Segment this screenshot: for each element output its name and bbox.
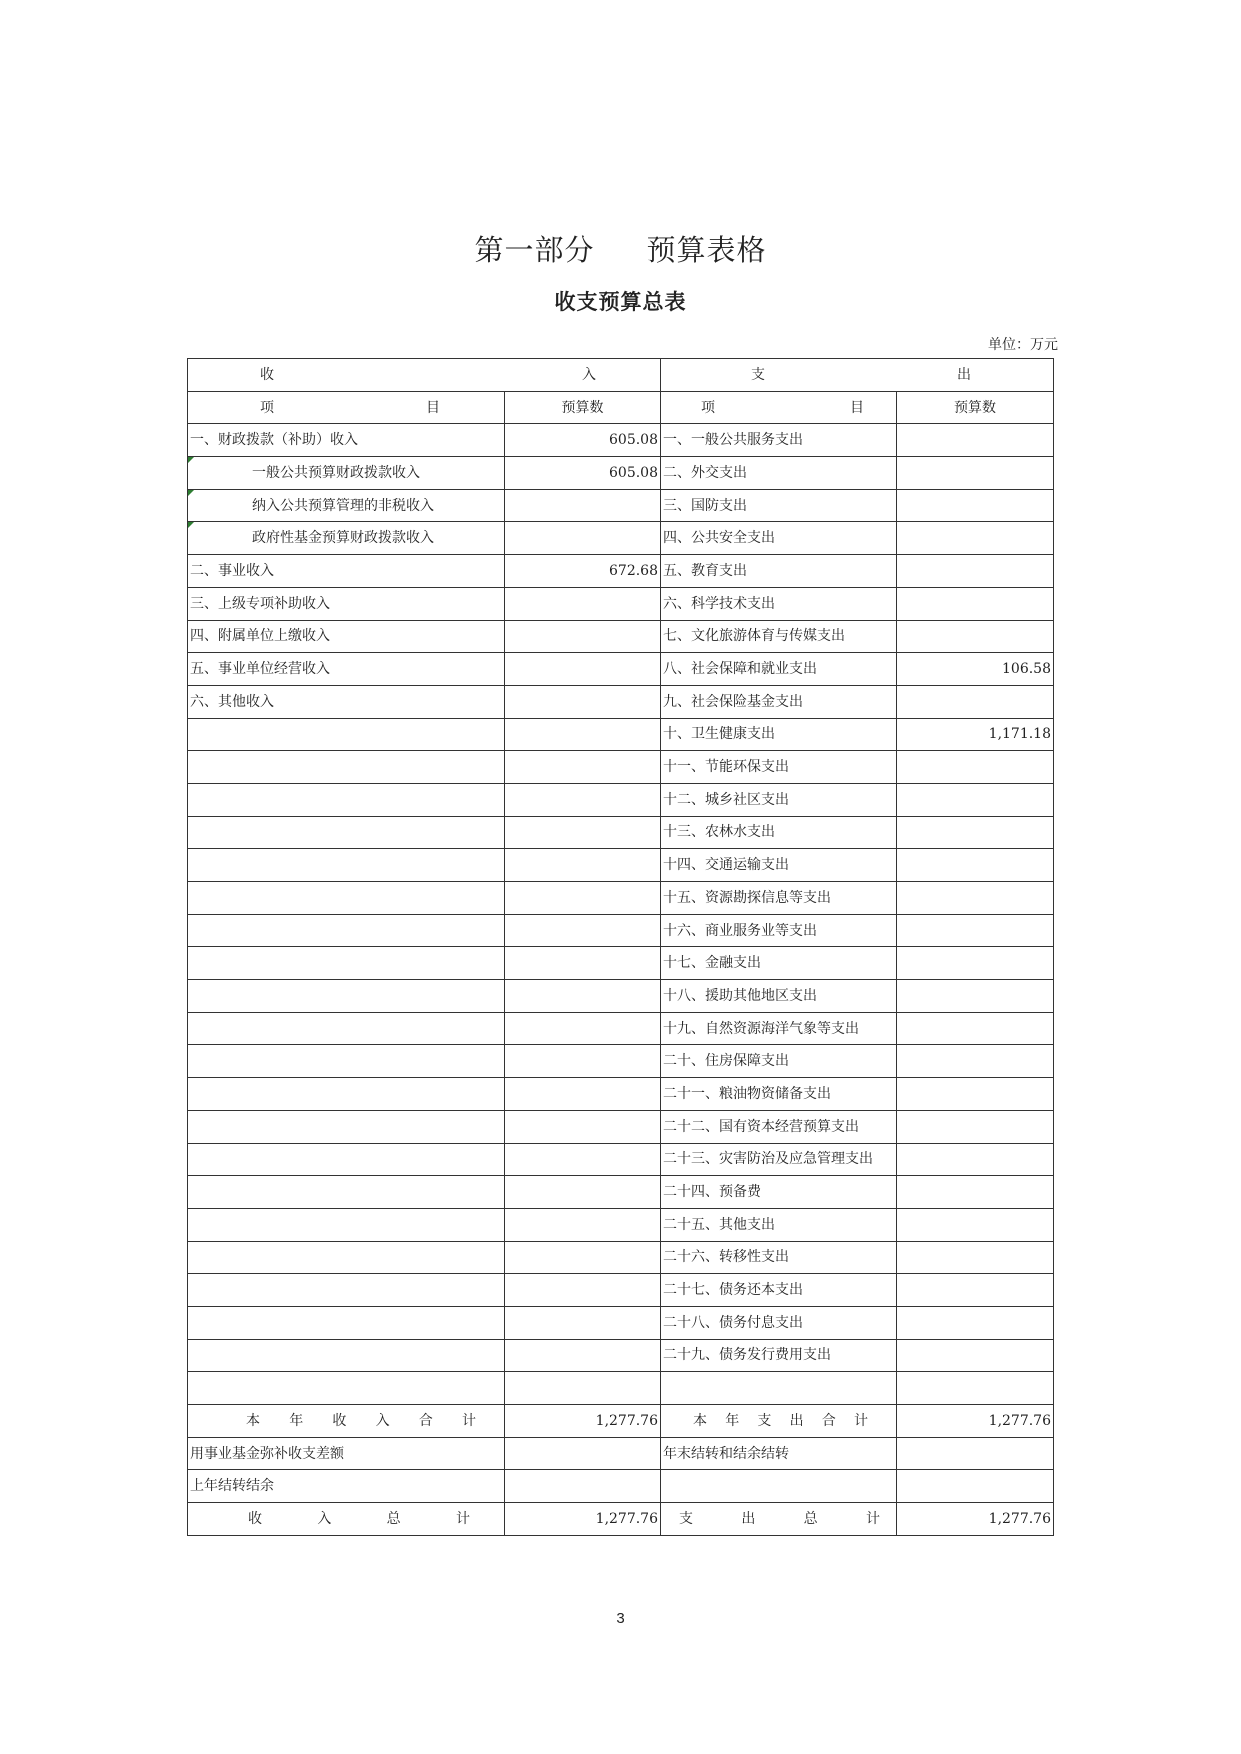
income-item xyxy=(188,751,505,784)
expense-item: 十二、城乡社区支出 xyxy=(661,783,897,816)
extra-row xyxy=(188,1437,1054,1470)
table-row xyxy=(188,1241,1054,1274)
table-row xyxy=(188,587,1054,620)
expense-budget-header: 预算数 xyxy=(897,391,1054,424)
table-row xyxy=(188,457,1054,490)
expense-value xyxy=(897,685,1054,718)
expense-grand-label: 支 出 总 计 xyxy=(679,1510,880,1527)
expense-item: 一、一般公共服务支出 xyxy=(661,424,897,457)
table-row xyxy=(188,1012,1054,1045)
income-total-value: 1,277.76 xyxy=(505,1405,661,1438)
expense-value xyxy=(897,1012,1054,1045)
income-value xyxy=(505,1470,661,1503)
expense-value xyxy=(897,1241,1054,1274)
expense-item: 三、国防支出 xyxy=(661,489,897,522)
income-item xyxy=(188,1078,505,1111)
expense-value xyxy=(897,1306,1054,1339)
expense-item: 二十六、转移性支出 xyxy=(661,1241,897,1274)
income-item xyxy=(188,849,505,882)
expense-value xyxy=(897,489,1054,522)
expense-value xyxy=(897,1045,1054,1078)
income-value xyxy=(505,1143,661,1176)
income-value xyxy=(505,620,661,653)
income-item: 五、事业单位经营收入 xyxy=(188,653,505,686)
expense-grand-value: 1,277.76 xyxy=(897,1503,1054,1536)
expense-item xyxy=(661,1470,897,1503)
expense-item: 二十四、预备费 xyxy=(661,1176,897,1209)
budget-table xyxy=(187,358,1054,1536)
income-value xyxy=(505,849,661,882)
expense-value xyxy=(897,555,1054,588)
table-row xyxy=(188,947,1054,980)
expense-item: 二十五、其他支出 xyxy=(661,1208,897,1241)
expense-item: 二、外交支出 xyxy=(661,457,897,490)
income-item: 纳入公共预算管理的非税收入 xyxy=(188,489,505,522)
expense-value xyxy=(897,1372,1054,1405)
expense-item: 十、卫生健康支出 xyxy=(661,718,897,751)
expense-header: 支 出 xyxy=(751,366,971,383)
expense-value xyxy=(897,849,1054,882)
table-row xyxy=(188,424,1054,457)
expense-item: 四、公共安全支出 xyxy=(661,522,897,555)
expense-value xyxy=(897,457,1054,490)
income-value xyxy=(505,947,661,980)
income-total-label: 本 年 收 入 合 计 xyxy=(246,1412,476,1429)
expense-item: 十六、商业服务业等支出 xyxy=(661,914,897,947)
income-item xyxy=(188,718,505,751)
expense-item: 二十、住房保障支出 xyxy=(661,1045,897,1078)
income-item: 六、其他收入 xyxy=(188,685,505,718)
expense-value xyxy=(897,424,1054,457)
table-row xyxy=(188,751,1054,784)
income-value xyxy=(505,882,661,915)
income-item xyxy=(188,1306,505,1339)
expense-item xyxy=(661,1372,897,1405)
income-item: 用事业基金弥补收支差额 xyxy=(188,1437,505,1470)
expense-value: 1,171.18 xyxy=(897,718,1054,751)
income-value xyxy=(505,751,661,784)
income-value xyxy=(505,1241,661,1274)
income-value xyxy=(505,783,661,816)
expense-item: 五、教育支出 xyxy=(661,555,897,588)
expense-value xyxy=(897,751,1054,784)
income-item xyxy=(188,1274,505,1307)
expense-item: 七、文化旅游体育与传媒支出 xyxy=(661,620,897,653)
table-row xyxy=(188,718,1054,751)
income-item xyxy=(188,1012,505,1045)
part-title xyxy=(0,228,1241,269)
income-item xyxy=(188,1045,505,1078)
income-grand-label: 收 入 总 计 xyxy=(248,1510,470,1527)
income-value xyxy=(505,1176,661,1209)
income-value xyxy=(505,1045,661,1078)
table-row xyxy=(188,1274,1054,1307)
income-item xyxy=(188,1143,505,1176)
expense-total-label: 本 年 支 出 合 计 xyxy=(693,1412,868,1429)
income-item xyxy=(188,1110,505,1143)
income-value xyxy=(505,1437,661,1470)
income-value xyxy=(505,914,661,947)
income-item: 一般公共预算财政拨款收入 xyxy=(188,457,505,490)
expense-item: 十五、资源勘探信息等支出 xyxy=(661,882,897,915)
header-row-top xyxy=(188,359,1054,392)
income-value xyxy=(505,587,661,620)
income-value xyxy=(505,1339,661,1372)
income-value: 672.68 xyxy=(505,555,661,588)
income-value xyxy=(505,1372,661,1405)
income-item xyxy=(188,816,505,849)
income-item: 四、附属单位上缴收入 xyxy=(188,620,505,653)
expense-item: 九、社会保险基金支出 xyxy=(661,685,897,718)
expense-total-value: 1,277.76 xyxy=(897,1405,1054,1438)
expense-value: 106.58 xyxy=(897,653,1054,686)
income-item: 一、财政拨款（补助）收入 xyxy=(188,424,505,457)
income-value xyxy=(505,653,661,686)
expense-item: 二十八、债务付息支出 xyxy=(661,1306,897,1339)
table-row xyxy=(188,620,1054,653)
income-value xyxy=(505,1306,661,1339)
table-row xyxy=(188,882,1054,915)
income-item xyxy=(188,1339,505,1372)
income-value xyxy=(505,718,661,751)
expense-item: 二十二、国有资本经营预算支出 xyxy=(661,1110,897,1143)
expense-value xyxy=(897,1143,1054,1176)
expense-value xyxy=(897,816,1054,849)
income-value xyxy=(505,1110,661,1143)
table-row xyxy=(188,783,1054,816)
expense-item: 十九、自然资源海洋气象等支出 xyxy=(661,1012,897,1045)
table-row xyxy=(188,522,1054,555)
income-item: 上年结转结余 xyxy=(188,1470,505,1503)
expense-item: 六、科学技术支出 xyxy=(661,587,897,620)
expense-value xyxy=(897,783,1054,816)
expense-value xyxy=(897,1339,1054,1372)
expense-value xyxy=(897,914,1054,947)
extra-row xyxy=(188,1470,1054,1503)
income-value: 605.08 xyxy=(505,457,661,490)
total-row xyxy=(188,1405,1054,1438)
income-item xyxy=(188,882,505,915)
expense-value xyxy=(897,522,1054,555)
income-item-header: 项 目 xyxy=(260,399,440,416)
part-title-left: 第一部分 xyxy=(474,233,595,267)
income-value xyxy=(505,685,661,718)
expense-value xyxy=(897,1470,1054,1503)
income-value xyxy=(505,1208,661,1241)
table-row xyxy=(188,1339,1054,1372)
income-item xyxy=(188,947,505,980)
income-grand-value: 1,277.76 xyxy=(505,1503,661,1536)
table-row xyxy=(188,1372,1054,1405)
table-row xyxy=(188,849,1054,882)
income-header: 收 入 xyxy=(260,366,596,383)
expense-item: 十一、节能环保支出 xyxy=(661,751,897,784)
income-item xyxy=(188,1176,505,1209)
page-number: 3 xyxy=(616,1610,625,1627)
income-item: 政府性基金预算财政拨款收入 xyxy=(188,522,505,555)
income-value xyxy=(505,1078,661,1111)
table-row xyxy=(188,1306,1054,1339)
income-item: 二、事业收入 xyxy=(188,555,505,588)
expense-item: 二十七、债务还本支出 xyxy=(661,1274,897,1307)
income-value xyxy=(505,980,661,1013)
income-item xyxy=(188,1241,505,1274)
expense-value xyxy=(897,620,1054,653)
expense-item: 八、社会保障和就业支出 xyxy=(661,653,897,686)
table-row xyxy=(188,1110,1054,1143)
table-row xyxy=(188,1045,1054,1078)
income-value xyxy=(505,522,661,555)
table-row xyxy=(188,685,1054,718)
income-item xyxy=(188,1208,505,1241)
expense-value xyxy=(897,947,1054,980)
income-item xyxy=(188,980,505,1013)
income-value xyxy=(505,1012,661,1045)
table-row xyxy=(188,653,1054,686)
expense-item: 十四、交通运输支出 xyxy=(661,849,897,882)
income-budget-header: 预算数 xyxy=(505,391,661,424)
expense-item: 十三、农林水支出 xyxy=(661,816,897,849)
income-item xyxy=(188,783,505,816)
expense-item: 十七、金融支出 xyxy=(661,947,897,980)
expense-value xyxy=(897,1176,1054,1209)
header-row-sub xyxy=(188,391,1054,424)
income-value xyxy=(505,489,661,522)
expense-value xyxy=(897,587,1054,620)
expense-item: 十八、援助其他地区支出 xyxy=(661,980,897,1013)
income-item xyxy=(188,914,505,947)
expense-value xyxy=(897,1274,1054,1307)
table-row xyxy=(188,980,1054,1013)
expense-value xyxy=(897,1078,1054,1111)
expense-value xyxy=(897,1110,1054,1143)
table-row xyxy=(188,914,1054,947)
expense-value xyxy=(897,882,1054,915)
table-title: 收支预算总表 xyxy=(554,290,687,314)
grand-total-row xyxy=(188,1503,1054,1536)
table-row xyxy=(188,816,1054,849)
expense-item: 二十九、债务发行费用支出 xyxy=(661,1339,897,1372)
income-item xyxy=(188,1372,505,1405)
table-row xyxy=(188,1208,1054,1241)
expense-value xyxy=(897,1437,1054,1470)
table-row xyxy=(188,1143,1054,1176)
table-row xyxy=(188,489,1054,522)
expense-item: 年末结转和结余结转 xyxy=(661,1437,897,1470)
income-value xyxy=(505,1274,661,1307)
expense-item: 二十一、粮油物资储备支出 xyxy=(661,1078,897,1111)
income-value: 605.08 xyxy=(505,424,661,457)
expense-value xyxy=(897,980,1054,1013)
income-value xyxy=(505,816,661,849)
income-item: 三、上级专项补助收入 xyxy=(188,587,505,620)
table-row xyxy=(188,1176,1054,1209)
unit-label: 单位：万元 xyxy=(988,337,1058,353)
part-title-right: 预算表格 xyxy=(646,233,767,267)
expense-value xyxy=(897,1208,1054,1241)
table-row xyxy=(188,555,1054,588)
expense-item: 二十三、灾害防治及应急管理支出 xyxy=(661,1143,897,1176)
table-row xyxy=(188,1078,1054,1111)
expense-item-header: 项 目 xyxy=(701,399,864,416)
